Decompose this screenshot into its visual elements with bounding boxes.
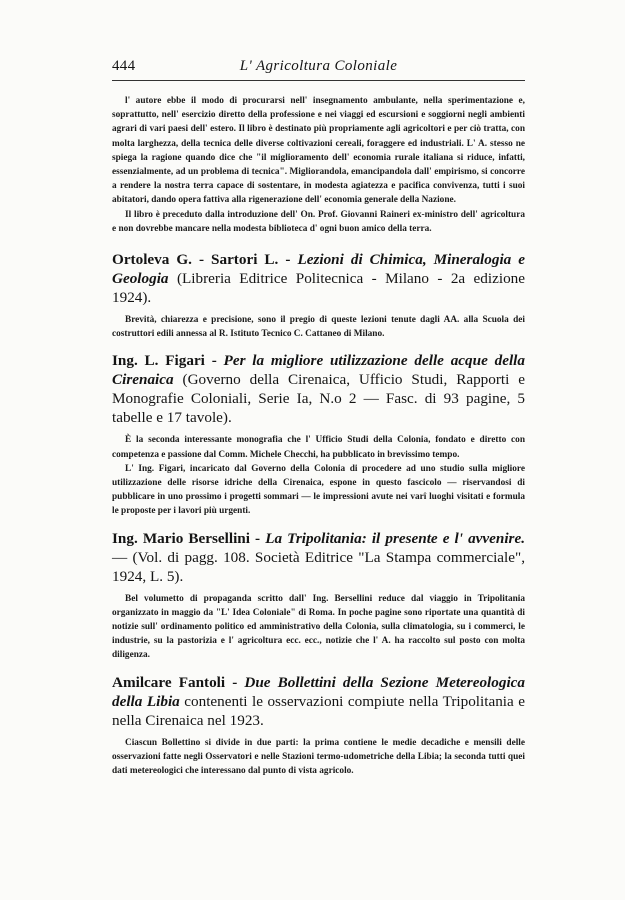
entry-heading	[112, 351, 525, 427]
entry-details: (Libreria Editrice Politecnica - Milano - 2a edizione 1924).	[112, 270, 526, 307]
entry-author: Ortoleva G. - Sartori L. -	[112, 251, 291, 269]
intro-paragraph: Il libro è preceduto dalla introduzione dell' On. Prof. Giovanni Raineri ex-ministro dell' agricoltura e non dovrebbe mancare nella modesta biblioteca d' ogni buon amico della terra.	[112, 209, 525, 234]
entry-details: — (Vol. di pagg. 108. Società Editrice "La Stampa commerciale", 1924, L. 5).	[112, 548, 525, 585]
entry-paragraph: L' Ing. Figari, incaricato dal Governo della Colonia di procedere ad uno studio sulla migliore utilizzazione delle risorse idriche della Cirenaica, espone in questo fascicolo — riservandosi di pubblicare in uno prossimo i progetti sommari — le impressioni avute nei varî luoghi visitati e formula le proposte per i lavori più urgenti.	[112, 463, 525, 517]
entry-paragraph: Ciascun Bollettino si divide in due parti: la prima contiene le medie decadiche e mensili delle osservazioni fatte negli Osservatori e nelle Stazioni termo-udometriche della Libia; la seconda tutti quei dati metereologici che interessano dal punto di vista agricolo.	[112, 737, 525, 777]
entry-details: contenenti le osservazioni compiute nella Tripolitania e nella Cirenaica nel 1923.	[112, 692, 525, 729]
entry-paragraph: È la seconda interessante monografia che l' Ufficio Studi della Colonia, fondato e diretto con competenza e passione dal Comm. Michele Checchi, ha pubblicato in brevissimo tempo.	[112, 435, 525, 460]
review-entry	[112, 351, 525, 518]
entry-author: Ing. L. Figari -	[112, 352, 217, 370]
review-entry	[112, 250, 525, 341]
entry-title: Due Bollettini della Sezione Metereologica della Libia	[112, 673, 525, 710]
entry-heading	[112, 673, 525, 730]
entry-paragraph: Brevità, chiarezza e precisione, sono il pregio di queste lezioni tenute dagli AA. alla Scuola dei costruttori edili annessa al R. Istituto Tecnico C. Cattaneo di Milano.	[112, 315, 525, 340]
entry-heading	[112, 529, 525, 586]
entry-title: La Tripolitania: il presente e l' avvenire.	[265, 529, 525, 547]
entry-heading	[112, 250, 525, 307]
page-number: 444	[112, 58, 136, 74]
entry-author: Amilcare Fantoli -	[112, 673, 238, 691]
entry-details: (Governo della Cirenaica, Ufficio Studi, Rapporti e Monografie Coloniali, Serie Ia, N.o 2 — Fasc. di 93 pagine, 5 tabelle e 17 tavole).	[112, 371, 525, 427]
intro-paragraph: l' autore ebbe il modo di procurarsi nell' insegnamento ambulante, nella sperimentazione e, soprattutto, nell' esercizio diretto della professione e nei viaggi ed escursioni e soggiorni negli ambienti agrari di vari paesi dell' estero. Il libro è destinato più propriamente agli agricoltori e per ciò tratta, con molta larghezza, della tecnica delle diverse coltivazioni cereali, foraggere ed industriali. L' A. stesso ne spiega la ragione quando dice che "il miglioramento dell' economia rurale italiana si riduce, infatti, essenzialmente, ad un problema di tecnica". Migliorandola, emancipandola dall' empirismo, si concorre a rendere la nostra terra capace di sostentare, in modesta agiatezza e pacifica convivenza, tutti i suoi abitatori, dando opera fattiva alla rigenerazione dell' economia generale della Nazione.	[112, 96, 525, 206]
entry-title: Lezioni di Chimica, Mineralogia e Geologia	[112, 251, 526, 288]
page-header	[112, 58, 525, 80]
entry-author: Ing. Mario Bersellini -	[112, 529, 261, 547]
header-rule	[112, 80, 525, 81]
entry-paragraph: Bel volumetto di propaganda scritto dall' Ing. Bersellini reduce dal viaggio in Tripolitania organizzato in maggio da "L' Idea Coloniale" di Roma. In poche pagine sono riportate una quantità di notizie sull' ordinamento politico ed amministrativo della Colonia, sulla climatologia, su i commerci, le industrie, su la pastorizia e l' agricoltura ecc. ecc., notizie che l' A. ha raccolto sul posto con molta diligenza.	[112, 593, 525, 661]
entry-title: Per la migliore utilizzazione delle acque della Cirenaica	[112, 352, 525, 389]
review-entry	[112, 673, 525, 779]
review-entry	[112, 529, 525, 663]
page-body	[112, 94, 525, 778]
running-title: L' Agricoltura Coloniale	[239, 58, 398, 74]
